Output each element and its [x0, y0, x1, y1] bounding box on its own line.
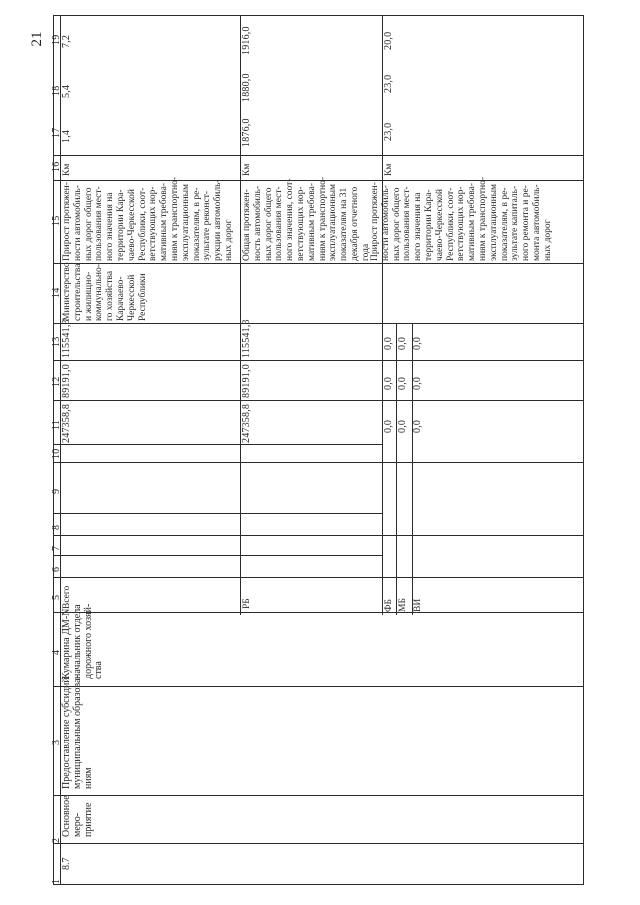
- amount-col12: 0,0: [383, 376, 394, 390]
- column-number: 10: [51, 448, 62, 459]
- amount-col12: 0,0: [397, 376, 408, 390]
- column-number: 11: [51, 419, 62, 430]
- grid-line: [396, 323, 397, 615]
- value-col19: 7,2: [61, 34, 72, 48]
- value-col18: 1880,0: [241, 73, 252, 102]
- amount-col13: 0,0: [383, 336, 394, 350]
- grid-line: [412, 323, 413, 615]
- indicator-name: Прирост протяжен- ности автомобиль- ных дорог общего пользования мест- ного значения на территории Кара- чаево-Черкесской Республики, соот- ветствующих нор- мативным требова- ниям к транспортно- эксплуатационным показателям, в ре- зультате реконст- рукции автомобиль- ных дорог: [62, 176, 234, 261]
- amount-col11: 247358,8: [61, 403, 72, 443]
- funding-source: Всего: [62, 585, 72, 609]
- grid-line: [53, 535, 583, 536]
- column-number: 6: [51, 566, 62, 572]
- grid-line: [53, 843, 583, 844]
- funding-source: ВИ: [413, 598, 423, 612]
- column-number: 17: [51, 127, 62, 138]
- indicator-name: Общая протяжен- ность автомобиль- ных дорог общего пользования мест- ного значения, соот- ветствующих нор- мативным требова- ниям к транспортно- эксплуатационным показателям на 31 декабря отчетного года: [242, 176, 371, 261]
- unit: Км: [242, 163, 252, 176]
- column-number: 13: [51, 336, 62, 347]
- grid-line: [53, 686, 583, 687]
- responsible-person: Кумарина ДМ-N начальник отдела дорожного хозяй- ства: [61, 603, 105, 679]
- grid-line: [382, 15, 383, 615]
- funding-source: РБ: [242, 598, 252, 609]
- item-type: Основное меро- приятие: [61, 795, 94, 837]
- amount-col12: 89191,0: [61, 364, 72, 398]
- grid-line: [53, 323, 583, 324]
- amount-col11: 0,0: [383, 419, 394, 433]
- value-col17: 23,0: [383, 122, 394, 141]
- unit: Км: [384, 163, 394, 176]
- value-col19: 1916,0: [241, 26, 252, 55]
- page-number: 21: [29, 31, 45, 47]
- item-number: 8.7: [61, 857, 72, 870]
- amount-col11: 0,0: [412, 419, 423, 433]
- grid-line: [53, 360, 583, 361]
- amount-col12: 0,0: [412, 376, 423, 390]
- grid-line: [53, 15, 583, 16]
- funding-source: ФБ: [384, 599, 394, 612]
- column-number: 8: [51, 524, 62, 530]
- column-number: 1: [51, 878, 62, 884]
- column-number: 19: [51, 34, 62, 45]
- column-number: 7: [51, 545, 62, 551]
- grid-line: [53, 513, 383, 514]
- column-number: 2: [51, 837, 62, 843]
- item-description: Предоставление субсидий муниципальным образова- ниям: [61, 675, 94, 789]
- value-col19: 20,0: [383, 31, 394, 50]
- grid-line: [53, 795, 583, 796]
- amount-col13: 0,0: [412, 336, 423, 350]
- grid-line: [53, 400, 583, 401]
- funding-source: МБ: [398, 598, 408, 612]
- value-col18: 23,0: [383, 74, 394, 93]
- column-number: 9: [51, 488, 62, 494]
- amount-col13: 115541,3: [241, 319, 252, 358]
- column-number: 16: [51, 161, 62, 172]
- grid-line: [53, 462, 583, 463]
- value-col17: 1,4: [61, 129, 72, 143]
- executor: Министерство строительства и жилищно- коммунально- го хозяйства Карачаево- Черкесской Республики: [62, 262, 148, 321]
- amount-col12: 89191,0: [241, 364, 252, 398]
- column-number: 5: [51, 594, 62, 600]
- column-number: 15: [51, 215, 62, 226]
- value-col17: 1876,0: [241, 118, 252, 147]
- column-number: 14: [51, 287, 62, 298]
- grid-line: [53, 555, 383, 556]
- indicator-name: Прирост протяжен- ности автомобиль- ных дорог общего пользования мест- ного значения на территории Кара- чаево-Черкесской Республики, соот- ветствующих нор- мативным требова- ниям к транспортно- эксплуатационным показателям, в ре- зультате капиталь- ного ремонта и ре- монта автомобиль- ных дорог: [370, 176, 553, 261]
- grid-line: [53, 444, 383, 445]
- grid-line: [583, 15, 584, 885]
- grid-line: [53, 884, 583, 885]
- grid-line: [53, 155, 583, 156]
- unit: Км: [62, 163, 72, 176]
- grid-line: [240, 15, 241, 615]
- grid-line: [53, 577, 583, 578]
- column-number: 12: [51, 376, 62, 387]
- amount-col13: 0,0: [397, 336, 408, 350]
- value-col18: 5,4: [61, 84, 72, 98]
- column-number: 18: [51, 85, 62, 96]
- amount-col13: 115541,3: [61, 319, 72, 358]
- column-number: 4: [51, 649, 62, 655]
- column-number: 3: [51, 739, 62, 745]
- amount-col11: 0,0: [397, 419, 408, 433]
- grid-line: [53, 612, 583, 613]
- amount-col11: 247358,8: [241, 403, 252, 443]
